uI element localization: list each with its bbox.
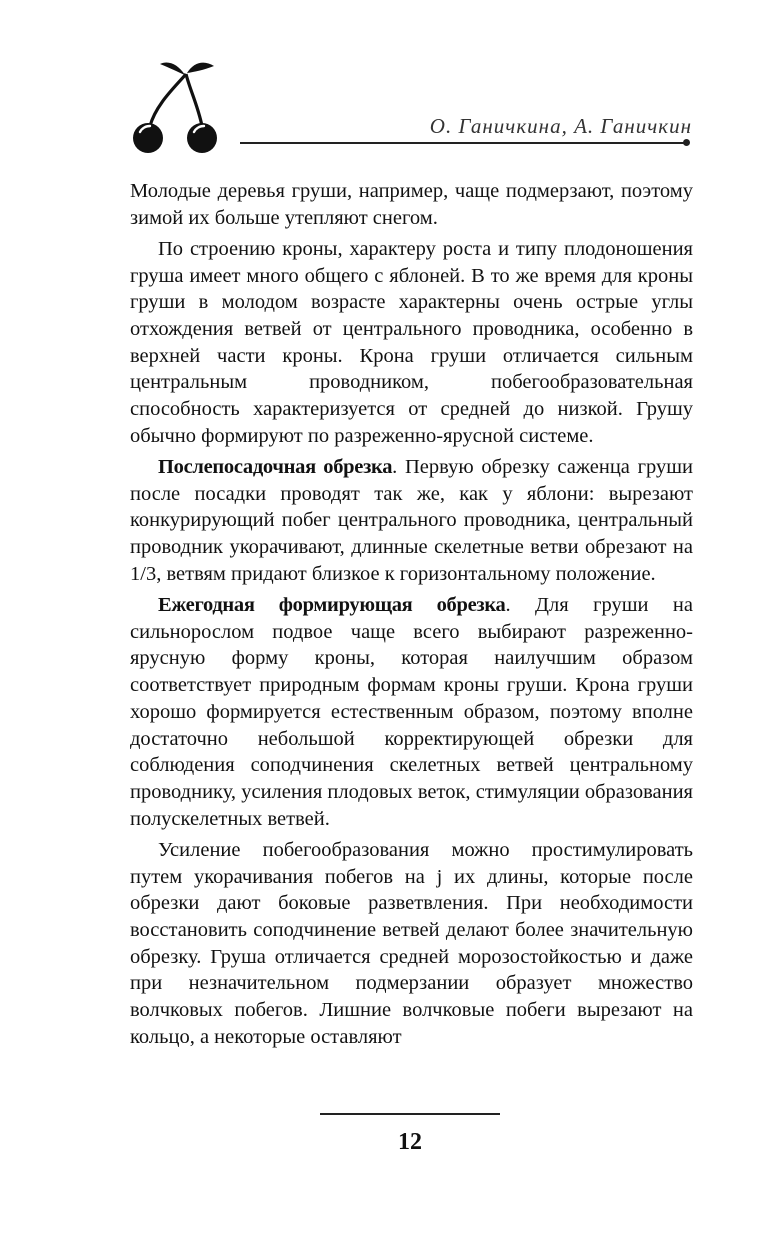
paragraph-5: Усиление побегообразования можно простимулировать путем укорачивания побегов на j их длины, которые после обрезки дают боковые разветвления. При необходимости восстановить соподчинение ветвей делают более значительную обрезку. Груша отличается средней морозостойкостью и даже при незначительном подмерзании образует множество волчковых побегов. Лишние волчковые побеги вырезают на кольцо, а некоторые оставляют <box>130 838 693 1048</box>
run-in-heading-planting-pruning: Послепосадочная обрезка <box>158 456 393 479</box>
body-text <box>130 178 693 1055</box>
paragraph-3 <box>130 454 693 588</box>
footer-rule <box>320 1113 500 1115</box>
page-number: 12 <box>398 1129 422 1155</box>
running-head-authors: О. Ганичкина, А. Ганичкин <box>429 114 692 138</box>
paragraph-1: Молодые деревья груши, например, чаще подмерзают, поэтому зимой их больше утепляют снегом. <box>130 180 693 229</box>
paragraph-4-text: . Для груши на сильнорослом подвое чаще всего выбирают разреженно-ярусную форму кроны, которая наилучшим образом соответствует природным формам кроны груши. Крона груши хорошо формируется естественным образом, поэтому вполне достаточно небольшой корректирующей обрезки для соблюдения соподчинения скелетных ветвей центральному проводнику, усиления плодовых веток, стимуляции образования полускелетных ветвей. <box>130 594 693 830</box>
run-in-heading-annual-pruning: Ежегодная формирующая обрезка <box>158 594 506 617</box>
header-rule <box>240 142 686 144</box>
paragraph-3-text: . Первую обрезку саженца груши после посадки проводят так же, как у яблони: вырезают конкурирующий побег центрального проводника, центральный проводник укорачивают, длинные скелетные ветви обрезают на 1/3, ветвям придают близкое к горизонтальному положение. <box>130 456 694 585</box>
paragraph-4 <box>130 592 693 832</box>
paragraph-2: По строению кроны, характеру роста и типу плодоношения груша имеет много общего с яблоней. В то же время для кроны груши в молодом возрасте характерны очень острые углы отхождения ветвей от центрального проводника, особенно в верхней части кроны. Крона груши отличается сильным центральным проводником, побегообразовательная способность характеризуется от средней до низкой. Грушу обычно формируют по разреженно-ярусной системе. <box>130 237 693 447</box>
header-rule-dot <box>683 139 690 146</box>
cherry-icon <box>128 54 224 154</box>
